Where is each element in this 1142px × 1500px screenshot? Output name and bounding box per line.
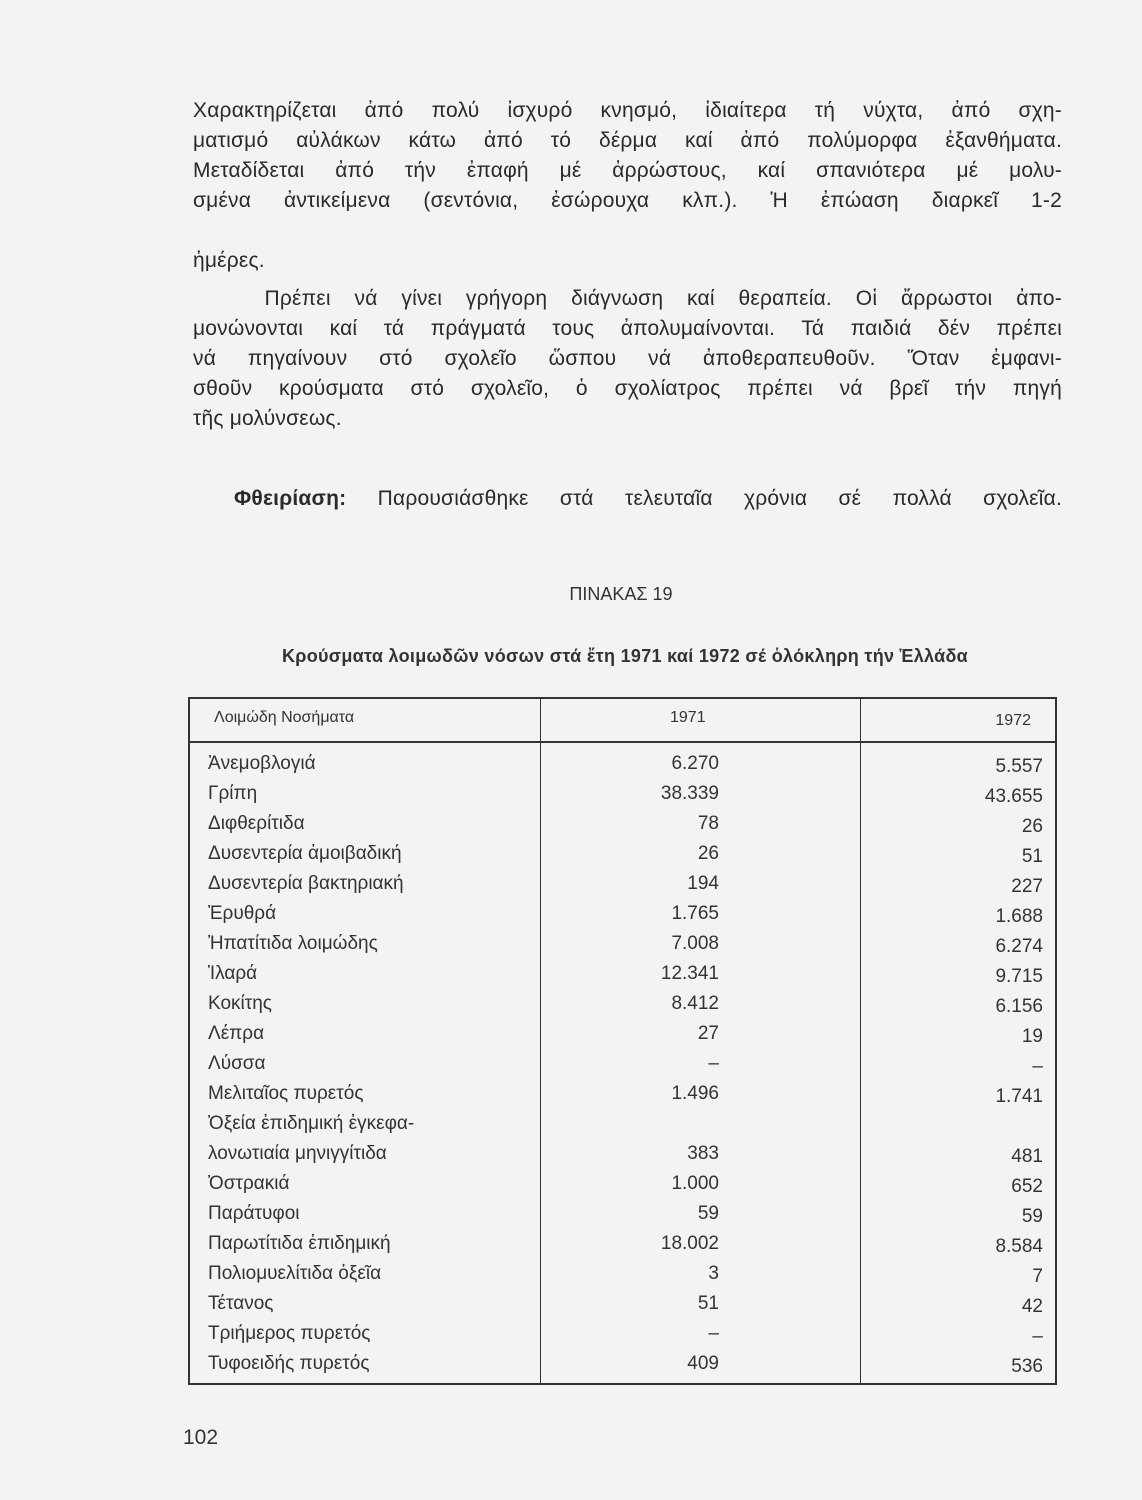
- text-line: μονώνονται καί τά πράγματά τους ἀπολυμαίνονται. Τά παιδιά δέν πρέπει: [193, 317, 1062, 340]
- cases-1972: 42: [1021, 1296, 1043, 1317]
- text-line: τῆς μολύνσεως.: [193, 407, 342, 430]
- text-line: Χαρακτηρίζεται ἀπό πολύ ἰσχυρό κνησμό, ἰδιαίτερα τή νύχτα, ἀπό σχη-: [193, 99, 1062, 122]
- table-row: [190, 989, 1055, 1019]
- cases-1971: 1.000: [671, 1173, 719, 1194]
- page-number: 102: [183, 1426, 219, 1449]
- table-row: [190, 1019, 1055, 1049]
- table-row: [190, 1319, 1055, 1349]
- cases-1971: 38.339: [660, 783, 719, 804]
- table-row: [190, 929, 1055, 959]
- text-line: ματισμό αὐλάκων κάτω ἀπό τό δέρμα καί ἀπό πολύμορφα ἐξανθήματα.: [193, 129, 1062, 152]
- table-row: [190, 809, 1055, 839]
- disease-name: Δυσεντερία ἀμοιβαδική: [208, 843, 402, 864]
- cases-1971: –: [708, 1053, 719, 1074]
- disease-name: Ὀξεία ἐπιδημική ἐγκεφα-: [208, 1113, 415, 1134]
- table-row: [190, 779, 1055, 809]
- table-caption: Κρούσματα λοιμωδῶν νόσων στά ἔτη 1971 καί 1972 σέ ὁλόκληρη τήν Ἑλλάδα: [281, 646, 969, 666]
- cases-1972: 6.156: [995, 996, 1043, 1017]
- table-row: [190, 869, 1055, 899]
- disease-name: Ἐρυθρά: [208, 903, 277, 924]
- table-row: [190, 1229, 1055, 1259]
- table-row: [190, 839, 1055, 869]
- disease-name: Κοκίτης: [208, 993, 272, 1014]
- cases-1972: 1.688: [995, 906, 1043, 927]
- cases-1971: 194: [687, 873, 719, 894]
- table-row: [190, 1259, 1055, 1289]
- text-line: νά πηγαίνουν στό σχολεῖο ὥσπου νά ἀποθεραπευθοῦν. Ὅταν ἐμφανι-: [193, 347, 1062, 370]
- disease-name: Μελιταῖος πυρετός: [208, 1083, 364, 1104]
- disease-name: Λύσσα: [208, 1053, 266, 1074]
- text-line: σμένα ἀντικείμενα (σεντόνια, ἐσώρουχα κλπ.). Ἡ ἐπώαση διαρκεῖ 1-2: [193, 189, 1062, 212]
- table-row: [190, 1139, 1055, 1169]
- cases-1971: 78: [697, 813, 719, 834]
- table-row: [190, 1049, 1055, 1079]
- cases-1972: 43.655: [984, 786, 1043, 807]
- disease-name: Γρίπη: [208, 783, 258, 804]
- cases-1971: 1.765: [671, 903, 719, 924]
- term-text: Παρουσιάσθηκε στά τελευταῖα χρόνια σέ πολλά σχολεῖα.: [377, 487, 1062, 510]
- cases-1972: 9.715: [995, 966, 1043, 987]
- header-divider: [190, 741, 1055, 743]
- cases-1972: 652: [1011, 1176, 1043, 1197]
- table-label: ΠΙΝΑΚΑΣ 19: [569, 584, 673, 604]
- disease-name: Τριήμερος πυρετός: [208, 1323, 371, 1344]
- cases-1971: 59: [697, 1203, 719, 1224]
- cases-1972: –: [1032, 1056, 1043, 1077]
- cases-1972: –: [1032, 1326, 1043, 1347]
- table-row: [190, 899, 1055, 929]
- table-row: [190, 1109, 1055, 1139]
- cases-1972: 1.741: [995, 1086, 1043, 1107]
- cases-1972: 536: [1011, 1356, 1043, 1377]
- cases-1971: 3: [708, 1263, 719, 1284]
- table-row: [190, 1169, 1055, 1199]
- disease-table: [188, 697, 1057, 1385]
- table-row: [190, 749, 1055, 779]
- cases-1972: 8.584: [995, 1236, 1043, 1257]
- disease-name: Λέπρα: [208, 1023, 265, 1044]
- table-row: [190, 959, 1055, 989]
- text-line: σθοῦν κρούσματα στό σχολεῖο, ὁ σχολίατρος πρέπει νά βρεῖ τήν πηγή: [193, 377, 1062, 400]
- cases-1972: 481: [1011, 1146, 1043, 1167]
- cases-1971: 51: [697, 1293, 719, 1314]
- cases-1971: 1.496: [671, 1083, 719, 1104]
- table-row: [190, 1349, 1055, 1379]
- table-row: [190, 1079, 1055, 1109]
- disease-name: Ἀνεμοβλογιά: [208, 753, 316, 774]
- disease-name: Ὀστρακιά: [208, 1173, 290, 1194]
- disease-name: Παράτυφοι: [208, 1203, 300, 1224]
- header-1971: 1971: [670, 709, 706, 726]
- disease-name: Ἠπατίτιδα λοιμώδης: [208, 933, 378, 954]
- header-disease: Λοιμώδη Νοσήματα: [214, 709, 355, 726]
- disease-name: Τέτανος: [208, 1293, 274, 1314]
- cases-1972: 59: [1021, 1206, 1043, 1227]
- text-line: Μεταδίδεται ἀπό τήν ἐπαφή μέ ἀρρώστους, καί σπανιότερα μέ μολυ-: [193, 159, 1062, 182]
- disease-name: Τυφοειδής πυρετός: [208, 1353, 370, 1374]
- disease-name: Διφθερίτιδα: [208, 813, 305, 834]
- cases-1971: 7.008: [671, 933, 719, 954]
- header-1972: 1972: [995, 712, 1031, 729]
- cases-1971: 27: [697, 1023, 719, 1044]
- cases-1972: 227: [1011, 876, 1043, 897]
- table-row: [190, 1289, 1055, 1319]
- table-row: [190, 1199, 1055, 1229]
- cases-1972: 51: [1021, 846, 1043, 867]
- cases-1971: 26: [697, 843, 719, 864]
- disease-name: λονωτιαία μηνιγγίτιδα: [208, 1143, 387, 1164]
- cases-1971: 12.341: [660, 963, 719, 984]
- cases-1972: 26: [1021, 816, 1043, 837]
- cases-1972: 7: [1032, 1266, 1043, 1287]
- disease-name: Παρωτίτιδα ἐπιδημική: [208, 1233, 391, 1254]
- cases-1971: –: [708, 1323, 719, 1344]
- cases-1972: 6.274: [995, 936, 1043, 957]
- disease-name: Πολιομυελίτιδα ὀξεῖα: [208, 1263, 382, 1284]
- text-line: Πρέπει νά γίνει γρήγορη διάγνωση καί θεραπεία. Οἱ ἄρρωστοι ἀπο-: [193, 287, 1062, 310]
- cases-1971: 8.412: [671, 993, 719, 1014]
- cases-1972: 19: [1021, 1026, 1043, 1047]
- cases-1971: 409: [687, 1353, 719, 1374]
- cases-1971: 18.002: [660, 1233, 719, 1254]
- text-line: ἡμέρες.: [193, 249, 265, 272]
- term-paragraph: [234, 484, 1062, 514]
- cases-1971: 383: [687, 1143, 719, 1164]
- term-label: Φθειρίαση:: [234, 487, 347, 510]
- cases-1971: 6.270: [671, 753, 719, 774]
- disease-name: Ἱλαρά: [208, 963, 258, 984]
- disease-name: Δυσεντερία βακτηριακή: [208, 873, 404, 894]
- cases-1972: 5.557: [995, 756, 1043, 777]
